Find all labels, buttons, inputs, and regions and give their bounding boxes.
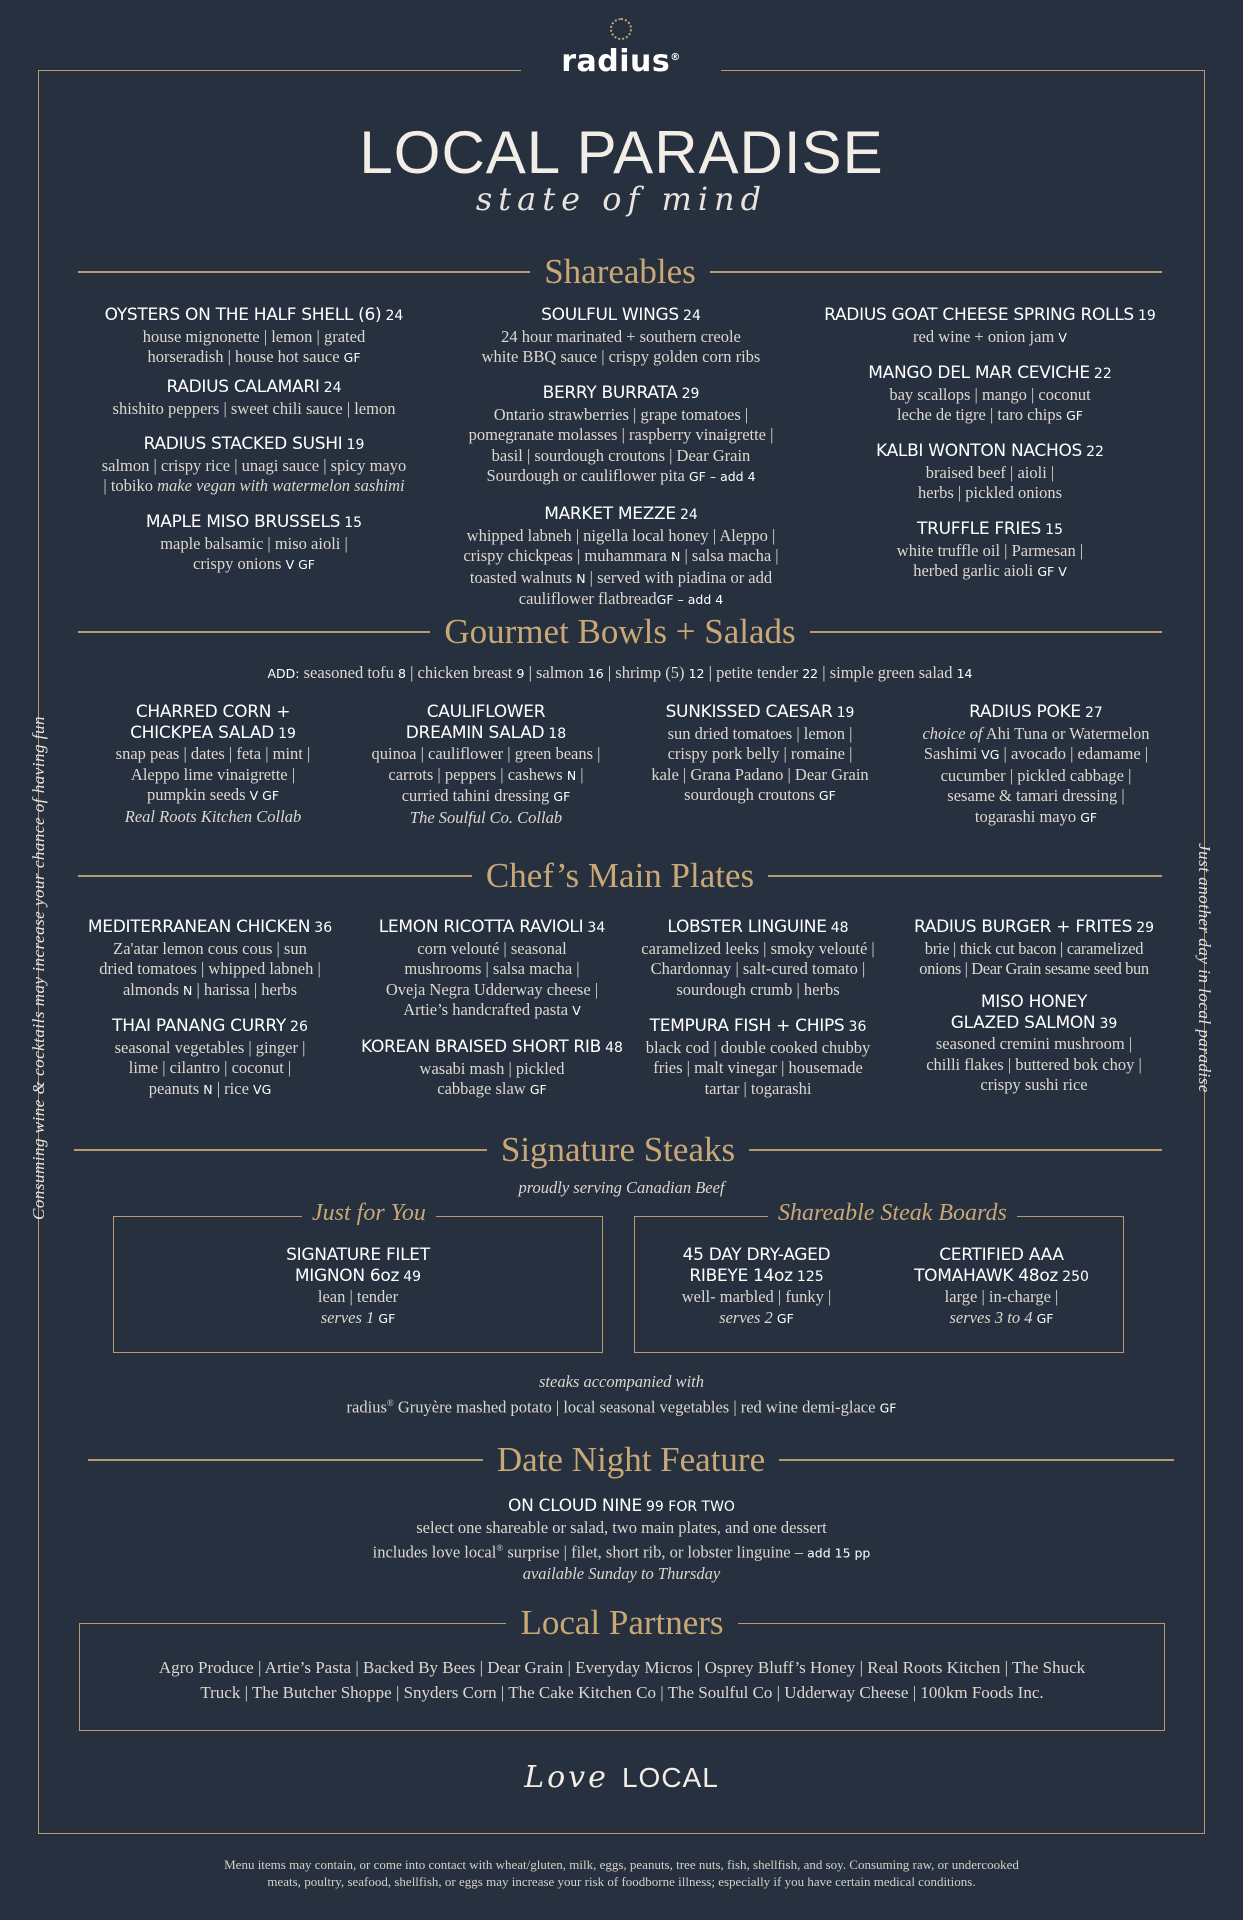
section-date-night xyxy=(88,1440,1174,1480)
menu-item: MEDITERRANEAN CHICKEN 36 Za'atar lemon cous cous | sun dried tomatoes | whipped labneh | almonds N | harissa | herbs xyxy=(87,917,333,999)
side-text-right: Just another day in local paradise xyxy=(1195,843,1214,1093)
section-title: Chef’s Main Plates xyxy=(485,856,755,895)
partners-list: Agro Produce | Artie’s Pasta | Backed By Bees | Dear Grain | Everyday Micros | Osprey Bluff’s Honey | Real Roots Kitchen | The Shuck Truck | The Butcher Shoppe | Snyders Corn | The Cake Kitchen Co | The Soulful Co | Udderway Cheese | 100km Foods Inc. xyxy=(158,1658,1086,1702)
section-title: Shareables xyxy=(544,252,696,291)
section-title: Local Partners xyxy=(506,1603,737,1643)
section-title: Gourmet Bowls + Salads xyxy=(444,612,796,651)
menu-item: RADIUS GOAT CHEESE SPRING ROLLS 19 red wine + onion jam V xyxy=(824,305,1156,346)
menu-item: RADIUS STACKED SUSHI 19 salmon | crispy rice | unagi sauce | spicy mayo | tobiko make vegan with watermelon sashimi xyxy=(101,434,407,495)
reg-mark: ® xyxy=(670,52,681,63)
menu-item: LEMON RICOTTA RAVIOLI 34 corn velouté | seasonal mushrooms | salsa macha | Oveja Negra Udderway cheese | Artie’s handcrafted pasta V xyxy=(378,917,606,1019)
menu-item: 45 DAY DRY-AGED RIBEYE 14oz 125 well- marbled | funky | serves 2 GF xyxy=(681,1245,832,1327)
section-title: Date Night Feature xyxy=(496,1440,766,1479)
page-title: LOCAL PARADISE xyxy=(359,119,884,186)
sun-icon xyxy=(610,18,632,40)
menu-item: KOREAN BRAISED SHORT RIB 48 wasabi mash | pickled cabbage slaw GF xyxy=(361,1037,623,1098)
menu-item: RADIUS POKE 27 choice of Ahi Tuna or Watermelon Sashimi VG | avocado | edamame | cucumber | pickled cabbage | sesame & tamari dressing | togarashi mayo GF xyxy=(922,702,1150,826)
menu-item: THAI PANANG CURRY 26 seasonal vegetables | ginger | lime | cilantro | coconut | peanuts N | rice VG xyxy=(112,1016,308,1098)
page-subtitle: state of mind xyxy=(475,180,768,218)
menu-item: OYSTERS ON THE HALF SHELL (6) 24 house mignonette | lemon | grated horseradish | house hot sauce GF xyxy=(104,305,404,366)
menu-item: TEMPURA FISH + CHIPS 36 black cod | double cooked chubby fries | malt vinegar | housemade tartar | togarashi xyxy=(645,1016,871,1098)
menu-item: MANGO DEL MAR CEVICHE 22 bay scallops | mango | coconut leche de tigre | taro chips GF xyxy=(868,363,1112,424)
section-partners xyxy=(79,1603,1165,1643)
menu-item: CHARRED CORN + CHICKPEA SALAD 19 snap peas | dates | feta | mint | Aleppo lime vinaigrette | pumpkin seeds V GF Real Roots Kitchen Collab xyxy=(115,702,311,826)
section-shareables xyxy=(78,252,1162,292)
love-local-logo xyxy=(0,1760,1243,1795)
section-title: Signature Steaks xyxy=(500,1130,736,1169)
menu-item: RADIUS CALAMARI 24 shishito peppers | sweet chili sauce | lemon xyxy=(112,377,396,418)
steak-accompaniments: steaks accompanied with radius® Gruyère mashed potato | local seasonal vegetables | red wine demi-glace GF xyxy=(346,1372,897,1416)
date-night-feature: ON CLOUD NINE 99 FOR TWO select one shareable or salad, two main plates, and one dessert includes love local® surprise | filet, short rib, or lobster linguine – add 15 pp available Sunday to Thursday xyxy=(372,1496,871,1583)
section-steaks xyxy=(74,1130,1162,1170)
menu-item: CAULIFLOWER DREAMIN SALAD 18 quinoa | cauliflower | green beans | carrots | peppers | cashews N | curried tahini dressing GF The Soulful Co. Collab xyxy=(371,702,601,827)
menu-item: TRUFFLE FRIES 15 white truffle oil | Parmesan | herbed garlic aioli GF V xyxy=(896,519,1084,580)
steaks-tagline: proudly serving Canadian Beef xyxy=(518,1178,725,1197)
menu-item: CERTIFIED AAA TOMAHAWK 48oz 250 large | in-charge | serves 3 to 4 GF xyxy=(914,1245,1089,1327)
menu-item: MISO HONEY GLAZED SALMON 39 seasoned cremini mushroom | chilli flakes | buttered bok choy | crispy sushi rice xyxy=(926,992,1142,1094)
logo-word: LOCAL xyxy=(621,1762,719,1793)
brand-logo xyxy=(521,18,721,88)
menu-item: MAPLE MISO BRUSSELS 15 maple balsamic | miso aioli | crispy onions V GF xyxy=(145,512,363,573)
menu-item: KALBI WONTON NACHOS 22 braised beef | aioli | herbs | pickled onions xyxy=(876,441,1104,502)
menu-item: BERRY BURRATA 29 Ontario strawberries | grape tomatoes | pomegranate molasses | raspberry vinaigrette | basil | sourdough croutons | Dear Grain Sourdough or cauliflower pita GF – add 4 xyxy=(468,383,774,485)
menu-item: SIGNATURE FILET MIGNON 6oz 49 lean | tender serves 1 GF xyxy=(286,1245,430,1327)
logo-script: Love xyxy=(524,1760,609,1795)
allergen-disclaimer: Menu items may contain, or come into contact with wheat/gluten, milk, eggs, peanuts, tree nuts, fish, shellfish, and soy. Consuming raw, or undercooked meats, poultry, seafood, shellfish, or eggs may increase your risk of foodborne illness; especially if you have certain medical conditions. xyxy=(224,1857,1019,1889)
section-bowls xyxy=(78,612,1162,652)
menu-item: RADIUS BURGER + FRITES 29 brie | thick cut bacon | caramelized onions | Dear Grain sesame seed bun xyxy=(913,917,1155,978)
menu-item: SOULFUL WINGS 24 24 hour marinated + southern creole white BBQ sauce | crispy golden corn ribs xyxy=(481,305,761,366)
box-label: Shareable Steak Boards xyxy=(768,1200,1017,1227)
add-ons: ADD: seasoned tofu 8 | chicken breast 9 | salmon 16 | shrimp (5) 12 | petite tender 22 | simple green salad 14 xyxy=(267,663,973,682)
menu-item: SUNKISSED CAESAR 19 sun dried tomatoes | lemon | crispy pork belly | romaine | kale | Grana Padano | Dear Grain sourdough croutons GF xyxy=(651,702,869,804)
box-label: Just for You xyxy=(302,1200,436,1227)
side-text-left: Consuming wine & cocktails may increase your chance of having fun xyxy=(29,715,48,1221)
menu-item: LOBSTER LINGUINE 48 caramelized leeks | smoky velouté | Chardonnay | salt-cured tomato | sourdough crumb | herbs xyxy=(641,917,875,999)
menu-item: MARKET MEZZE 24 whipped labneh | nigella local honey | Aleppo | crispy chickpeas | muhammara N | salsa macha | toasted walnuts N | served with piadina or add cauliflower flatbreadGF – add 4 xyxy=(463,504,779,608)
section-mains xyxy=(78,856,1162,896)
logo-text: radius xyxy=(561,44,671,79)
